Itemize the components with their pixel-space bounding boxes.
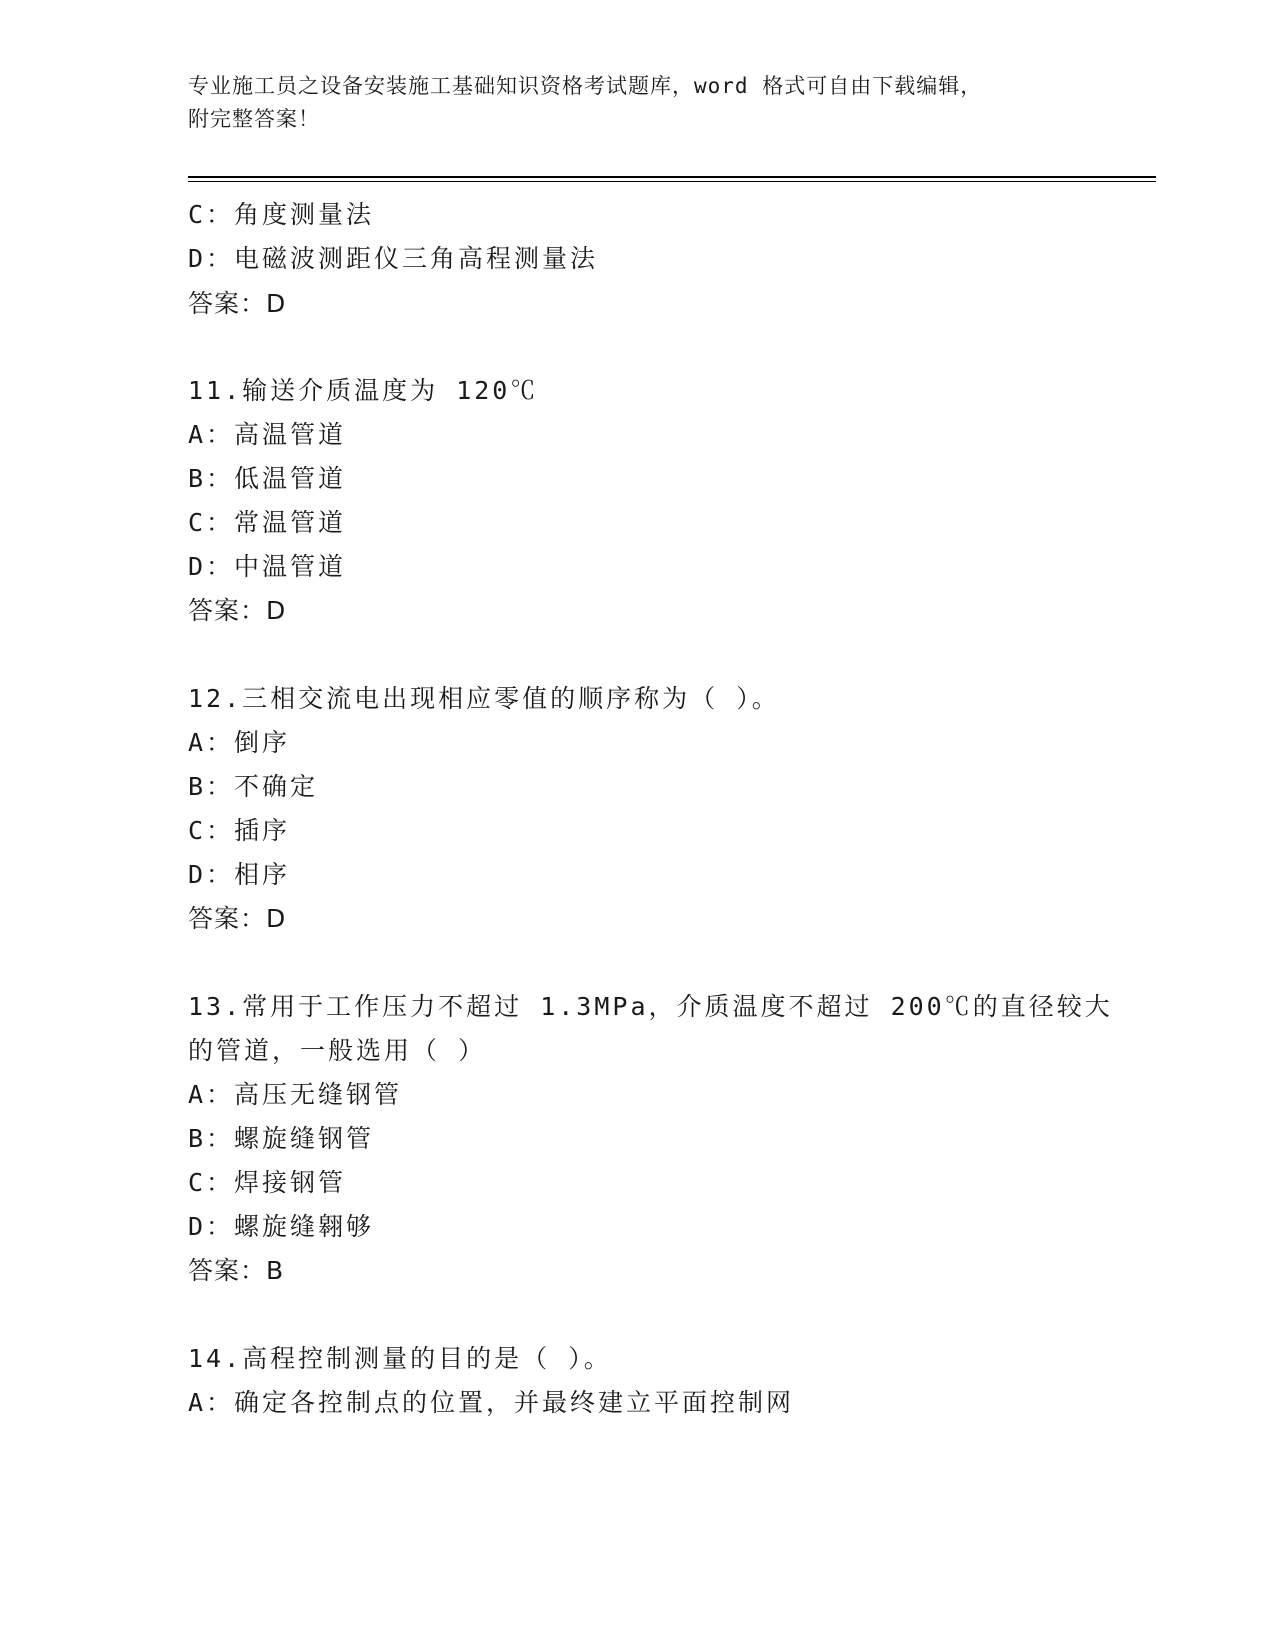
question-12-option-d: D：相序 bbox=[188, 860, 291, 889]
question-11-option-b: B：低温管道 bbox=[188, 464, 347, 493]
header-title-line-1: 专业施工员之设备安装施工基础知识资格考试题库，word 格式可自由下载编辑， bbox=[188, 74, 983, 98]
question-13-option-b: B：螺旋缝钢管 bbox=[188, 1124, 375, 1153]
document-header bbox=[188, 70, 1068, 136]
question-11-option-d: D：中温管道 bbox=[188, 552, 347, 581]
question-13-stem-line-2: 的管道，一般选用（ ） bbox=[188, 1036, 487, 1065]
question-12-answer: 答案：D bbox=[188, 904, 287, 933]
question-13-option-d: D：螺旋缝翱够 bbox=[188, 1212, 375, 1241]
prev-question-option-d: D：电磁波测距仪三角高程测量法 bbox=[188, 244, 599, 273]
question-11-answer: 答案：D bbox=[188, 596, 287, 625]
question-13-answer: 答案：B bbox=[188, 1256, 285, 1285]
header-divider-thick bbox=[188, 176, 1156, 178]
prev-question-option-c: C：角度测量法 bbox=[188, 200, 375, 229]
question-12-stem: 12.三相交流电出现相应零值的顺序称为（ ）。 bbox=[188, 684, 780, 713]
question-12-option-a: A：倒序 bbox=[188, 728, 291, 757]
question-13-option-c: C：焊接钢管 bbox=[188, 1168, 347, 1197]
prev-question-answer: 答案：D bbox=[188, 289, 287, 318]
question-13-stem-line-1: 13.常用于工作压力不超过 1.3MPa，介质温度不超过 200℃的直径较大 bbox=[188, 992, 1113, 1021]
question-11-option-a: A：高温管道 bbox=[188, 420, 347, 449]
question-11-stem: 11.输送介质温度为 120℃ bbox=[188, 376, 539, 405]
question-14-stem: 14.高程控制测量的目的是（ ）。 bbox=[188, 1344, 612, 1373]
question-11-option-c: C：常温管道 bbox=[188, 508, 347, 537]
header-divider-thin bbox=[188, 181, 1156, 182]
question-13-option-a: A：高压无缝钢管 bbox=[188, 1080, 403, 1109]
header-title-line-2: 附完整答案！ bbox=[188, 107, 320, 131]
question-12-option-c: C：插序 bbox=[188, 816, 291, 845]
question-12-option-b: B：不确定 bbox=[188, 772, 319, 801]
question-14-option-a: A：确定各控制点的位置，并最终建立平面控制网 bbox=[188, 1388, 795, 1417]
